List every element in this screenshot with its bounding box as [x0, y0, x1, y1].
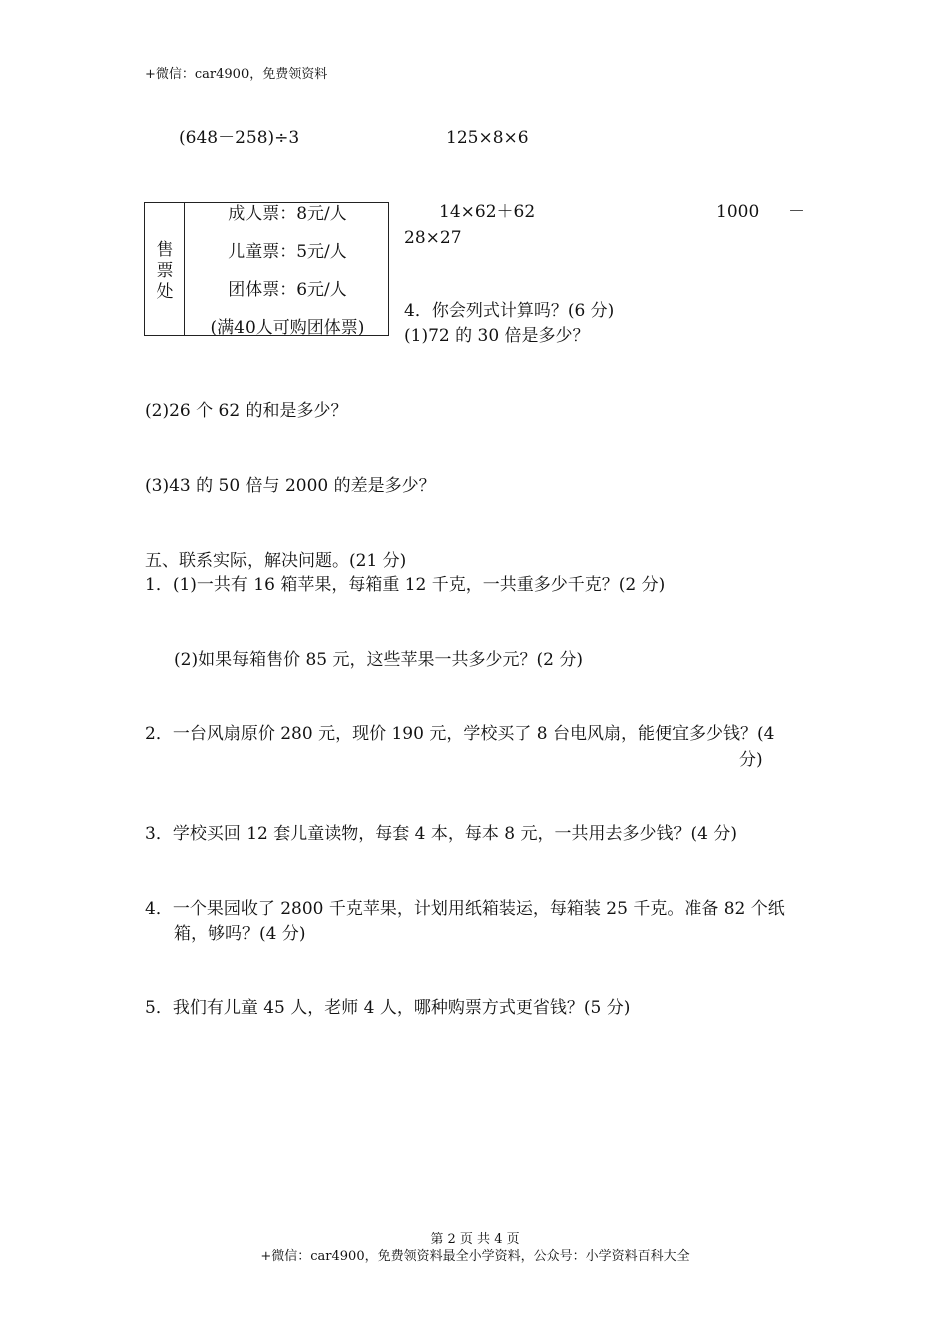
ticket-side-char-2: 票	[156, 261, 174, 281]
ticket-price-adult: 成人票：8元/人	[228, 204, 347, 224]
calc-expression-4-part-c: 28×27	[404, 228, 462, 248]
section5-title: 五、联系实际，解决问题。(21 分)	[145, 551, 407, 571]
ticket-price-group: 团体票：6元/人	[228, 280, 347, 300]
section4-question-1: (1)72 的 30 倍是多少？	[404, 326, 590, 346]
calc-expression-4-part-a: 1000	[716, 202, 760, 222]
section5-question-4-line2: 箱，够吗？(4 分)	[174, 924, 306, 944]
section5-question-2-line2: 分)	[739, 750, 763, 770]
calc-expression-4-part-b: －	[788, 202, 805, 222]
ticket-side-char-1: 售	[156, 240, 174, 260]
ticket-price-child: 儿童票：5元/人	[228, 242, 347, 262]
section5-question-3: 3．学校买回 12 套儿童读物，每套 4 本，每本 8 元，一共用去多少钱？(4 分)	[145, 824, 737, 844]
ticket-office-box	[144, 202, 389, 336]
section4-question-2: (2)26 个 62 的和是多少？	[145, 401, 348, 421]
section5-question-4-line1: 4．一个果园收了 2800 千克苹果，计划用纸箱装运，每箱装 25 千克。准备 82 个纸	[145, 899, 785, 919]
ticket-office-side-label	[145, 203, 185, 335]
footer-note: +微信：car4900，免费领资料最全小学资料，公众号：小学资料百科大全	[260, 1249, 690, 1264]
footer-page-number: 第 2 页 共 4 页	[430, 1232, 520, 1247]
ticket-side-char-3: 处	[156, 282, 174, 302]
section5-question-1b: (2)如果每箱售价 85 元，这些苹果一共多少元？(2 分)	[174, 650, 584, 670]
header-note: +微信：car4900，免费领资料	[145, 67, 328, 82]
section5-question-2-line1: 2．一台风扇原价 280 元，现价 190 元，学校买了 8 台电风扇，能便宜多少钱？(4	[145, 724, 775, 744]
ticket-group-note: (满40人可购团体票)	[210, 318, 365, 338]
calc-expression-3: 14×62＋62	[439, 202, 536, 222]
section5-question-1a: 1．(1)一共有 16 箱苹果，每箱重 12 千克，一共重多少千克？(2 分)	[145, 575, 666, 595]
calc-expression-2: 125×8×6	[446, 128, 529, 148]
calc-expression-1: (648－258)÷3	[179, 128, 300, 148]
section5-question-5: 5．我们有儿童 45 人，老师 4 人，哪种购票方式更省钱？(5 分)	[145, 998, 631, 1018]
section4-title: 4．你会列式计算吗？(6 分)	[404, 301, 615, 321]
section4-question-3: (3)43 的 50 倍与 2000 的差是多少？	[145, 476, 436, 496]
